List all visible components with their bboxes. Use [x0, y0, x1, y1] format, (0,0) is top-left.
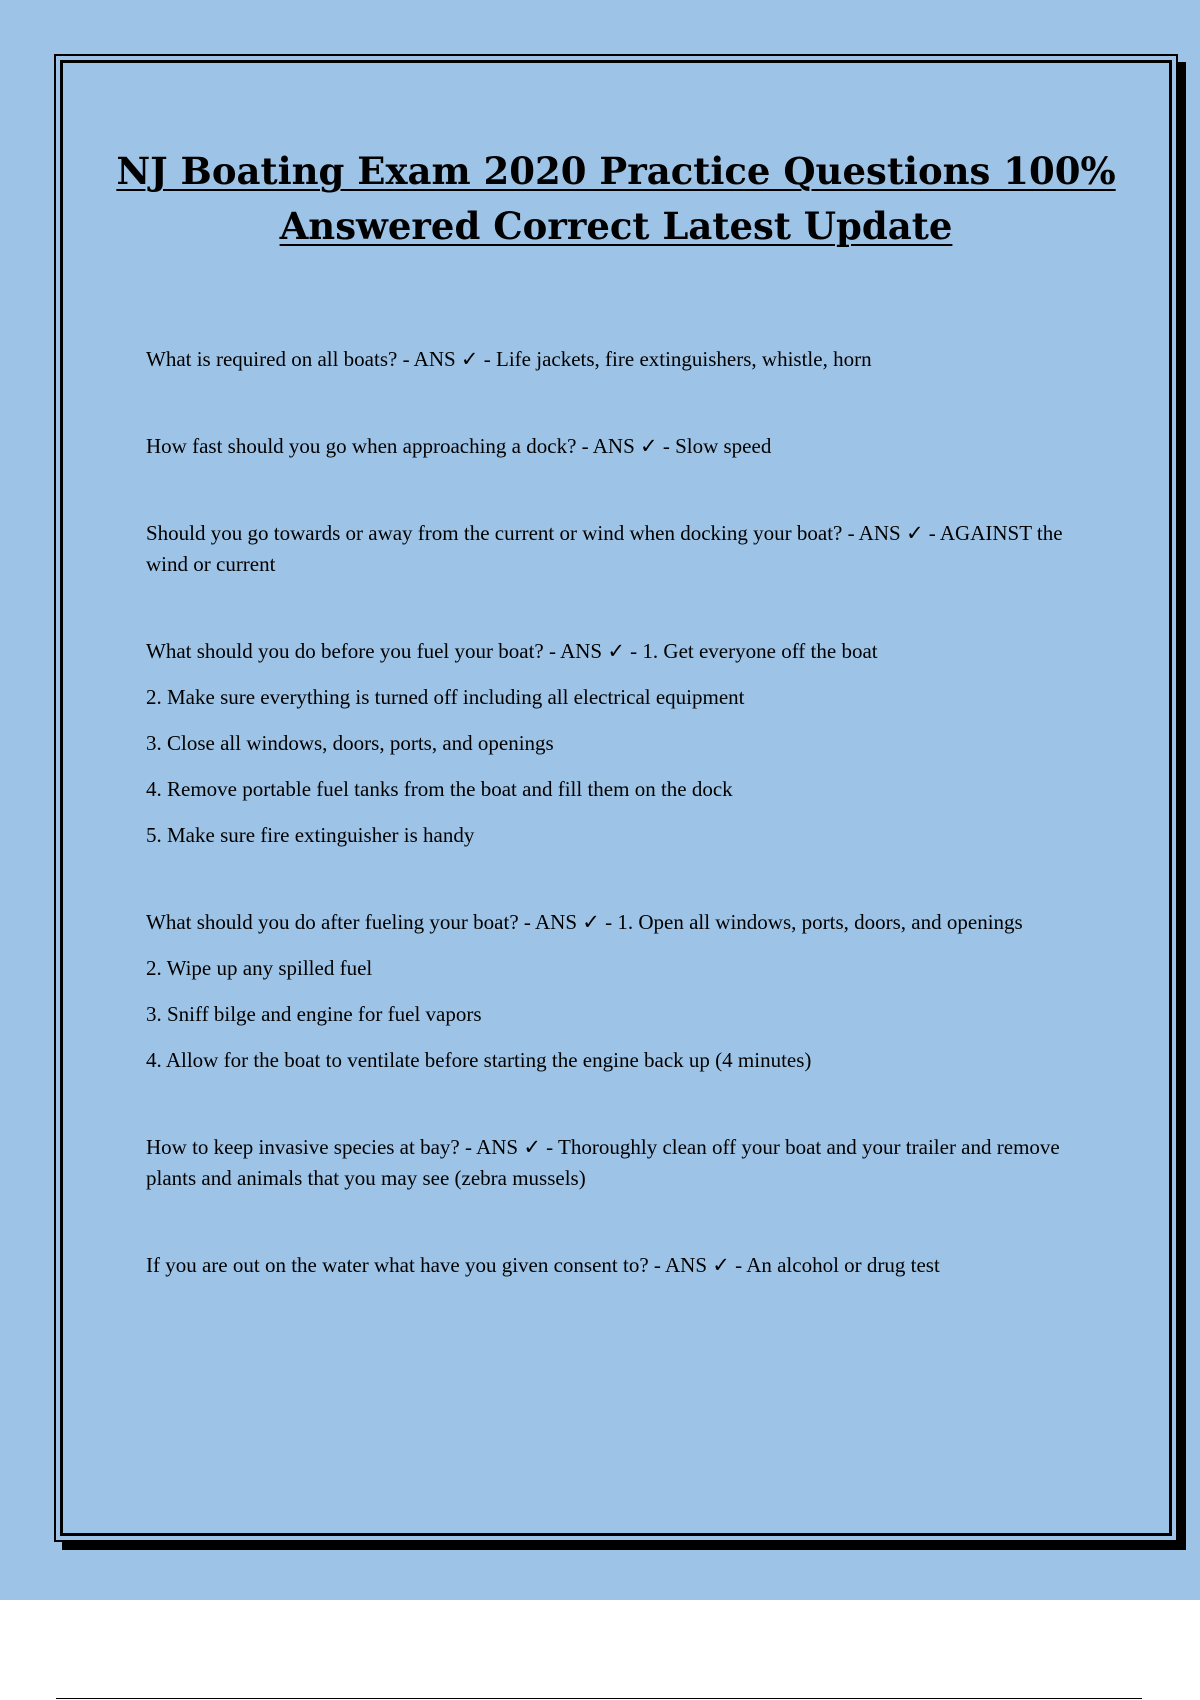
qa-item — [146, 344, 1096, 375]
qa-question-answer: If you are out on the water what have you given consent to? - ANS ✓ - An alcohol or drug test — [146, 1253, 940, 1277]
qa-item — [146, 1250, 1096, 1281]
qa-answer-step: 4. Allow for the boat to ventilate before starting the engine back up (4 minutes) — [146, 1048, 812, 1072]
document-title: NJ Boating Exam 2020 Practice Questions 100% Answered Correct Latest Update — [116, 149, 1116, 248]
qa-answer-step: 5. Make sure fire extinguisher is handy — [146, 823, 475, 847]
qa-question-answer: How fast should you go when approaching a dock? - ANS ✓ - Slow speed — [146, 434, 772, 458]
qa-question-answer: Should you go towards or away from the current or wind when docking your boat? - ANS ✓ - AGAINST the wind or current — [146, 521, 1063, 576]
qa-answer-step: 3. Close all windows, doors, ports, and openings — [146, 731, 554, 755]
qa-item — [146, 1132, 1096, 1194]
qa-list — [146, 344, 1096, 1337]
qa-answer-step: 2. Wipe up any spilled fuel — [146, 956, 373, 980]
qa-question-answer: What should you do after fueling your boat? - ANS ✓ - 1. Open all windows, ports, doors, and openings — [146, 910, 1023, 934]
qa-item — [146, 636, 1096, 851]
qa-question-answer: How to keep invasive species at bay? - ANS ✓ - Thoroughly clean off your boat and your trailer and remove plants and animals that you may see (zebra mussels) — [146, 1135, 1060, 1190]
footer-divider — [56, 1698, 1142, 1699]
qa-answer-step: 3. Sniff bilge and engine for fuel vapors — [146, 1002, 482, 1026]
qa-question-answer: What should you do before you fuel your boat? - ANS ✓ - 1. Get everyone off the boat — [146, 639, 878, 663]
page-frame — [54, 54, 1178, 1542]
qa-item — [146, 518, 1096, 580]
qa-item — [146, 907, 1096, 1076]
qa-answer-step: 4. Remove portable fuel tanks from the boat and fill them on the dock — [146, 777, 733, 801]
qa-answer-step: 2. Make sure everything is turned off including all electrical equipment — [146, 685, 745, 709]
qa-item — [146, 431, 1096, 462]
qa-question-answer: What is required on all boats? - ANS ✓ - Life jackets, fire extinguishers, whistle, horn — [146, 347, 872, 371]
